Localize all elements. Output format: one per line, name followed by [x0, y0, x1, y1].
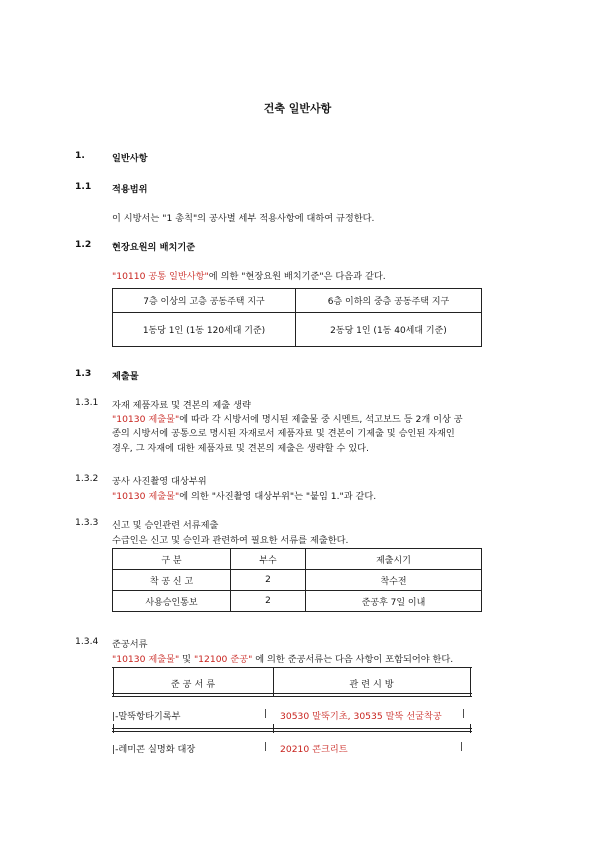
table-cell: 사용승인통보 — [113, 591, 231, 612]
section-1-3-number: 1.3 — [75, 368, 92, 379]
table-cell: 2 — [231, 591, 306, 612]
reference-link[interactable]: "10130 제출물" — [112, 491, 180, 502]
staff-placement-table — [112, 288, 482, 347]
section-1-3-3-number: 1.3.3 — [75, 517, 99, 528]
section-1-3-3-title: 신고 및 승인관련 서류제출 — [112, 520, 219, 531]
section-1-3-4-body: "10130 제출물" 및 "12100 준공" 에 의한 준공서류는 다음 사항이 포함되어야 한다. — [112, 654, 454, 665]
section-1-3-3-body: 수급인은 신고 및 승인과 관련하여 필요한 서류를 제출한다. — [112, 535, 349, 546]
table-separator: | — [264, 741, 268, 752]
table-cell: 2동당 1인 (1동 40세대 기준) — [296, 313, 482, 347]
table-rule — [113, 724, 114, 733]
section-1-3-4-title: 준공서류 — [112, 639, 148, 650]
table-cell: 착 공 신 고 — [113, 570, 231, 591]
page-title: 건축 일반사항 — [263, 102, 332, 115]
reference-link[interactable]: "10130 제출물" — [112, 414, 180, 425]
table-separator: | — [460, 741, 464, 752]
table-header: 구 분 — [113, 549, 231, 570]
table-header: 6층 이하의 중층 공동주택 지구 — [296, 289, 482, 313]
section-1-3-4-number: 1.3.4 — [75, 636, 99, 647]
table-rule — [470, 667, 471, 696]
table-separator: | — [462, 708, 466, 719]
table-cell: |-레미콘 실명화 대장 — [112, 744, 196, 755]
section-1-3-2-title: 공사 사진촬영 대상부위 — [112, 476, 207, 487]
table-cell: |-말뚝항타기록부 — [112, 711, 181, 722]
reference-link[interactable]: "12100 준공" — [193, 654, 253, 665]
section-1-title: 일반사항 — [112, 153, 148, 164]
section-1-3-1-line-1: "10130 제출물"에 따라 각 시방서에 명시된 제출물 중 시멘트, 석고보드 등 2개 이상 공 — [112, 414, 463, 425]
section-1-3-1-number: 1.3.1 — [75, 397, 99, 408]
table-rule — [112, 693, 472, 694]
section-1-1-body: 이 시방서는 "1 총칙"의 공사별 세부 적용사항에 대하여 규정한다. — [112, 213, 375, 224]
reference-link[interactable]: "10110 공통 일반사항" — [112, 271, 209, 282]
section-1-1-title: 적용범위 — [112, 184, 148, 195]
section-1-3-2-number: 1.3.2 — [75, 473, 99, 484]
section-1-1-number: 1.1 — [75, 181, 92, 192]
table-header: 준 공 서 류 — [170, 679, 216, 690]
section-1-3-2-body: "10130 제출물"에 의한 "사진촬영 대상부위"는 "붙임 1."과 같다. — [112, 491, 377, 502]
table-separator: | — [264, 708, 268, 719]
table-rule — [112, 667, 472, 668]
table-rule — [273, 724, 274, 733]
table-cell: 준공후 7일 이내 — [306, 591, 482, 612]
section-1-3-1-title: 자재 제품자료 및 견본의 제출 생략 — [112, 400, 251, 411]
table-header: 부수 — [231, 549, 306, 570]
section-1-2-title: 현장요원의 배치기준 — [112, 242, 196, 253]
table-cell: 1동당 1인 (1동 120세대 기준) — [113, 313, 296, 347]
table-header: 7층 이상의 고층 공동주택 지구 — [113, 289, 296, 313]
reference-link[interactable]: "10130 제출물" — [112, 654, 180, 665]
reference-link[interactable]: 30530 말뚝기초, 30535 말뚝 선굴착공 — [280, 711, 442, 722]
table-rule — [112, 728, 472, 729]
table-rule — [470, 724, 471, 733]
table-header: 제출시기 — [306, 549, 482, 570]
section-1-3-1-line-2: 종의 시방서에 공통으로 명시된 자재로서 제품자료 및 견본이 기제출 및 승인된 자재인 — [112, 428, 455, 439]
section-1-2-body: "10110 공통 일반사항"에 의한 "현장요원 배치기준"은 다음과 같다. — [112, 271, 386, 282]
section-1-2-number: 1.2 — [75, 239, 92, 250]
submission-table — [112, 548, 482, 612]
reference-link[interactable]: 20210 콘크리트 — [280, 744, 348, 755]
section-1-3-1-line-3: 경우, 그 자재에 대한 제품자료 및 견본의 제출은 생략할 수 있다. — [112, 443, 369, 454]
section-1-number: 1. — [75, 150, 85, 161]
section-1-3-title: 제출물 — [112, 371, 139, 382]
table-cell: 착수전 — [306, 570, 482, 591]
table-rule — [112, 696, 472, 697]
table-header: 관 련 시 방 — [349, 679, 394, 690]
table-rule — [112, 731, 472, 732]
table-cell: 2 — [231, 570, 306, 591]
